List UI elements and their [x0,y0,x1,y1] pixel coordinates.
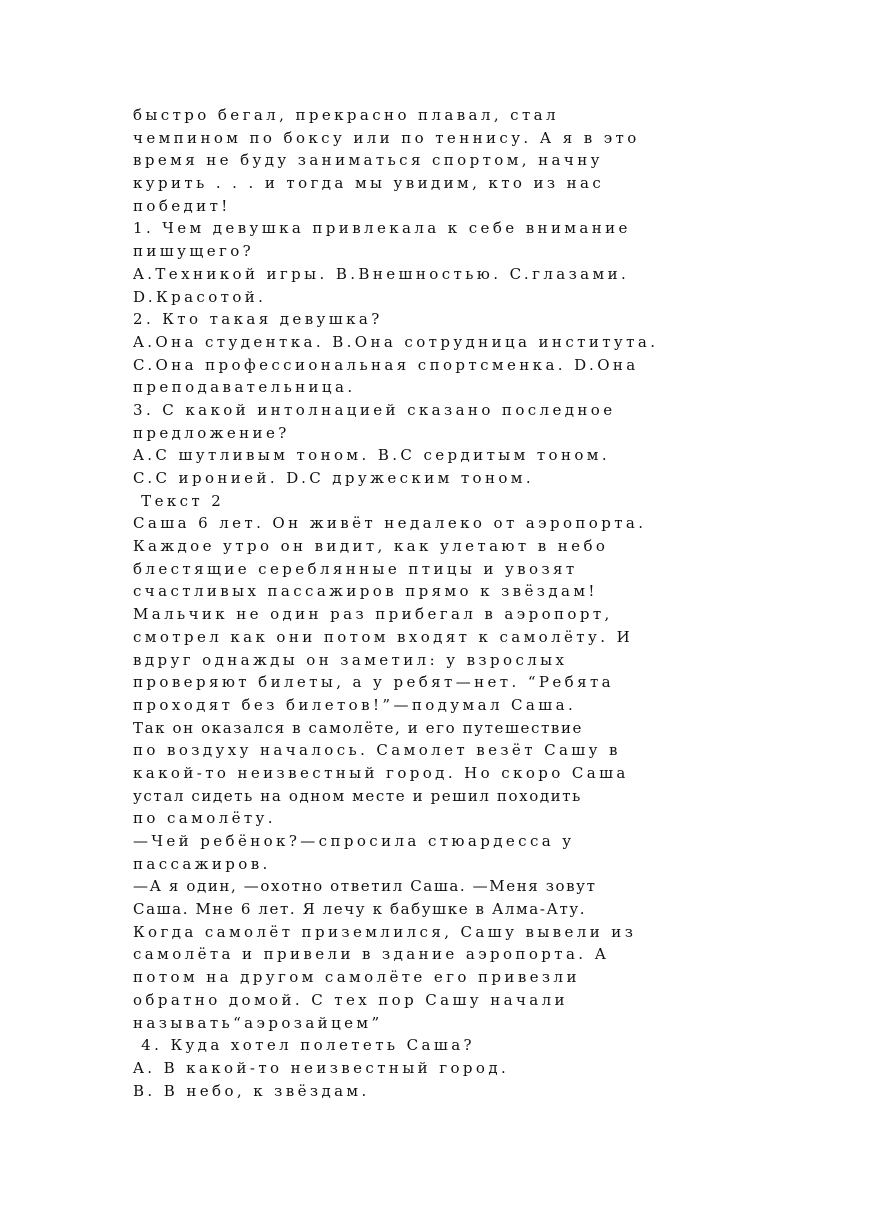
question-1: 1. Чем девушка привлекала к себе внимание [133,219,631,238]
section-heading: Текст 2 [133,491,225,510]
text-line: блестящие сереблянные птицы и увозят [133,559,578,578]
text-line: называть“аэрозайцем” [133,1013,383,1032]
question-3: 3. С какой интолнацией сказано последное [133,400,616,419]
text-line: смотрел как они потом входят к самолёту. И [133,627,634,646]
answer-options: C.С иронией. D.С дружеским тоном. [133,469,535,487]
text-line: вдруг однажды он заметил: у взрослых [133,650,568,669]
text-line: Каждое утро он видит, как улетают в небо [133,537,609,556]
text-line: быстро бегал, прекрасно плавал, стал [133,106,559,124]
text-line: время не буду заниматься спортом, начну [133,151,603,170]
question-4: 4. Куда хотел полететь Саша? [133,1036,475,1055]
text-line: проверяют билеты, а у ребят—нет. “Ребята [133,673,615,692]
text-line: пишущего? [133,242,255,261]
text-line: Саша. Мне 6 лет. Я лечу к бабушке в Алма-Ату. [133,900,587,919]
text-line: по воздуху началось. Самолет везёт Сашу в [133,741,621,760]
answer-options: A.Она студентка. B.Она сотрудница института. [133,332,659,351]
text-line: —А я один, —охотно ответил Саша. —Меня зовут [133,877,597,896]
text-line: курить . . . и тогда мы увидим, кто из нас [133,174,605,193]
text-line: Так он оказался в самолёте, и его путешествие [133,718,584,737]
text-line: по самолёту. [133,809,276,828]
text-line: обратно домой. С тех пор Сашу начали [133,990,568,1009]
answer-options: A.Техникой игры. B.Внешностью. C.глазами. [133,264,630,283]
text-line: Мальчик не один раз прибегал в аэропорт, [133,605,613,624]
answer-options: B. В небо, к звёздам. [133,1081,370,1100]
answer-options: C.Она профессиональная спортсменка. D.Она [133,355,639,374]
text-line: Когда самолёт приземлился, Сашу вывели из [133,922,637,941]
text-line: счастливых пассажиров прямо к звёздам! [133,582,598,601]
text-line: устал сидеть на одном месте и решил походить [133,786,582,805]
text-line: —Чей ребёнок?—спросила стюардесса у [133,832,575,850]
text-line: победит! [133,196,231,215]
text-line: предложение? [133,423,290,442]
answer-options: A. В какой-то неизвестный город. [133,1058,510,1077]
text-line: проходят без билетов!”—подумал Саша. [133,695,577,714]
text-line: Саша 6 лет. Он живёт недалеко от аэропорта. [133,514,647,533]
text-line: пассажиров. [133,854,271,873]
answer-options: D.Красотой. [133,287,267,306]
text-line: потом на другом самолёте его привезли [133,968,580,987]
question-2: 2. Кто такая девушка? [133,310,383,329]
text-line: какой-то неизвестный город. Но скоро Саша [133,763,629,782]
answer-options: A.С шутливым тоном. B.С сердитым тоном. [133,446,611,465]
text-line: самолёта и привели в здание аэропорта. А [133,945,610,964]
text-line: чемпином по боксу или по теннису. А я в это [133,128,640,147]
answer-options: преподавательница. [133,378,356,397]
document-body [133,104,753,1102]
